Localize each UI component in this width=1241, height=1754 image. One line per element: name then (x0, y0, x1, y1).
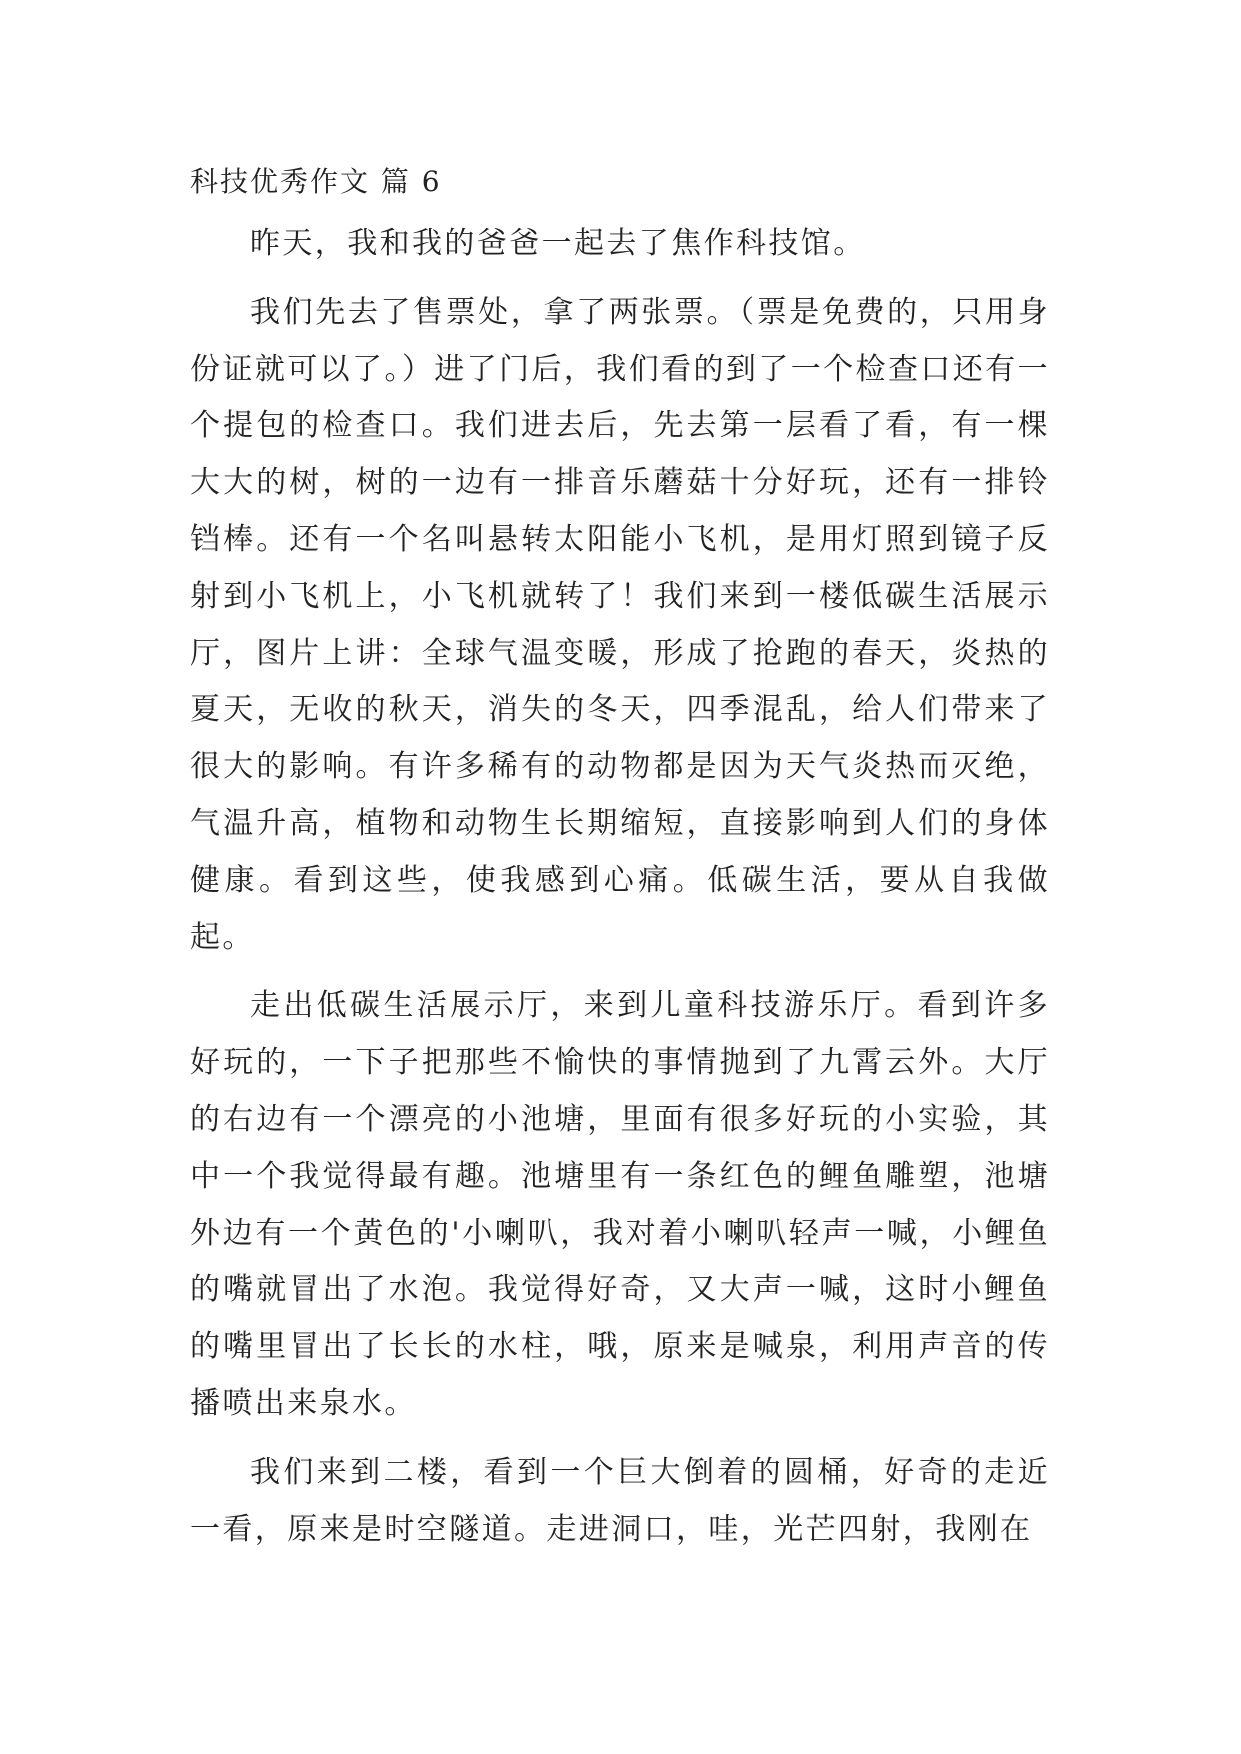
paragraph: 我们先去了售票处，拿了两张票。（票是免费的，只用身份证就可以了。）进了门后，我们看的到了一个检查口还有一个提包的检查口。我们进去后，先去第一层看了看，有一棵大大的树，树的一边有一排音乐蘑菇十分好玩，还有一排铃铛棒。还有一个名叫悬转太阳能小飞机，是用灯照到镜子反射到小飞机上，小飞机就转了！我们来到一楼低碳生活展示厅，图片上讲：全球气温变暖，形成了抢跑的春天，炎热的夏天，无收的秋天，消失的冬天，四季混乱，给人们带来了很大的影响。有许多稀有的动物都是因为天气炎热而灭绝，气温升高，植物和动物生长期缩短，直接影响到人们的身体健康。看到这些，使我感到心痛。低碳生活，要从自我做起。 (190, 294, 1050, 955)
paragraph: 走出低碳生活展示厅，来到儿童科技游乐厅。看到许多好玩的，一下子把那些不愉快的事情抛到了九霄云外。大厅的右边有一个漂亮的小池塘，里面有很多好玩的小实验，其中一个我觉得最有趣。池塘里有一条红色的鲤鱼雕塑，池塘外边有一个黄色的'小喇叭，我对着小喇叭轻声一喊，小鲤鱼的嘴就冒出了水泡。我觉得好奇，又大声一喊，这时小鲤鱼的嘴里冒出了长长的水柱，哦，原来是喊泉，利用声音的传播喷出来泉水。 (190, 988, 1050, 1421)
paragraph: 昨天，我和我的爸爸一起去了焦作科技馆。 (250, 226, 866, 261)
document-page (190, 160, 1050, 1570)
document-title: 科技优秀作文 篇 6 (190, 165, 442, 198)
paragraph: 我们来到二楼，看到一个巨大倒着的圆桶，好奇的走近一看，原来是时空隧道。走进洞口，哇，光芒四射，我刚在 (190, 1454, 1050, 1547)
